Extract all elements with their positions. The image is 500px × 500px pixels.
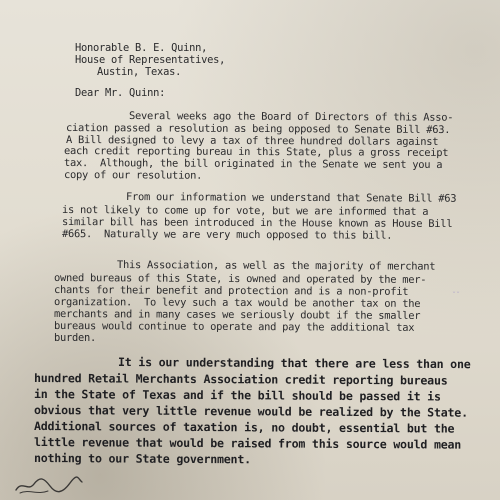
- paragraph-3-line: organization. To levy such a tax would be another tax on the: [53, 296, 421, 310]
- paragraph-3-line: burden.: [54, 332, 97, 344]
- paragraph-2-line: is not likely to come up for vote, but we are informed that a: [61, 204, 429, 218]
- paragraph-4-line: in the State of Texas and if the bill should be passed it is: [33, 387, 441, 404]
- address-line: Honorable B. E. Quinn,: [75, 42, 208, 54]
- ink-scrawl-icon: [14, 474, 84, 496]
- paragraph-1-line: A Bill designed to levy a tax of three hundred dollars against: [65, 134, 439, 148]
- paragraph-4-line: little revenue that would be raised from this source would mean: [33, 435, 462, 452]
- paragraph-1-line: tax. Although, the bill originated in the Senate we sent you a: [63, 157, 443, 171]
- paragraph-1-line: each credit reporting bureau in this State, plus a gross receipt: [63, 145, 449, 160]
- paragraph-3-line: chants for their benefit and protection and is a non-profit: [53, 284, 409, 298]
- paragraph-3-line: This Association, as well as the majority of merchant: [116, 259, 436, 273]
- address-line: House of Representatives,: [75, 54, 226, 66]
- paragraph-2-line: similar bill has been introduced in the House known as House Bill: [61, 216, 453, 231]
- paragraph-4-line: Additional sources of taxation is, no doubt, essential but the: [33, 419, 455, 436]
- stray-mark: ˇˇ: [452, 291, 460, 300]
- paragraph-4-line: hundred Retail Merchants Association credit reporting bureaus: [33, 371, 448, 388]
- paragraph-2-line: #665. Naturally we are very much opposed to this bill.: [61, 228, 393, 242]
- paragraph-3-line: merchants and in many cases we seriously doubt if the smaller: [53, 308, 421, 322]
- salutation: Dear Mr. Quinn:: [75, 87, 166, 99]
- address-line: Austin, Texas.: [97, 66, 182, 78]
- paragraph-4-line: obvious that very little revenue would be realized by the State.: [33, 403, 468, 420]
- paragraph-4-line: nothing to our State government.: [33, 451, 251, 467]
- paragraph-4-line: It is our understanding that there are less than one: [117, 355, 471, 372]
- paragraph-2-line: From our information we understand that Senate Bill #63: [125, 191, 457, 205]
- paragraph-1-line: copy of our resolution.: [63, 169, 203, 182]
- paragraph-3-line: bureaus would continue to operate and pay the additional tax: [53, 320, 415, 334]
- paragraph-3-line: owned bureaus of this State, is owned and operated by the mer-: [53, 272, 427, 286]
- paragraph-1-line: Several weeks ago the Board of Directors of this Asso-: [128, 110, 454, 124]
- paragraph-1-line: ciation passed a resolution as being opposed to Senate Bill #63.: [65, 122, 451, 137]
